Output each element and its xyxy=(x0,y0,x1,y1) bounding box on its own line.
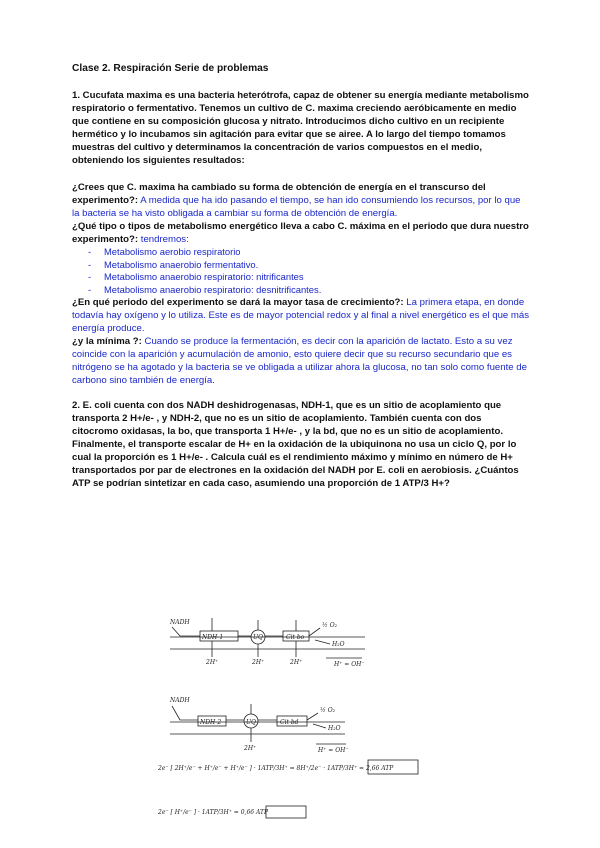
equation-min: 2e⁻ [ H⁺/e⁻ ] · 1ATP/3H⁺ = 0,66 ATP xyxy=(158,809,269,816)
document-page xyxy=(72,62,530,490)
list-item: - Metabolismo anaerobio fermentativo. xyxy=(72,259,530,272)
question-2: ¿Qué tipo o tipos de metabolismo energético lleva a cabo C. máxima en el periodo que dura nuestro experimento?: xyxy=(72,221,529,245)
uq-label: UQ xyxy=(246,719,256,726)
proton-equilibrium-label: H⁺ = OH⁻ xyxy=(334,661,365,668)
answer-2: tendremos: xyxy=(140,234,189,245)
uq-label: UQ xyxy=(253,634,263,641)
list-item: - Metabolismo anaerobio respiratorio: nitrificantes xyxy=(72,271,530,284)
cit-bo-label: Cit bo xyxy=(286,634,305,641)
answer-1: A medida que ha ido pasando el tiempo, se han ido consumiendo los recursos, por lo que la bacteria se ha visto obligada a cambiar su forma de obtención de energía. xyxy=(72,195,521,219)
problem-2-statement: 2. E. coli cuenta con dos NADH deshidrogenasas, NDH-1, que es un sitio de acoplamiento que transporta 2 H+/e- , y NDH-2, que no es un sitio de acoplamiento. También cuenta con dos citocromo oxidasas, la bo, que transporta 1 H+/e- , y la bd, que no es un sitio de acoplamiento. Finalmente, el transporte escalar de H+ en la oxidación de la ubiquinona no usa un ciclo Q, por lo cual la proporción es 1 H+/e- . Calcula cuál es el rendimiento máximo y mínimo en número de H+ transportados por par de electrones en la oxidación del NADH por E. coli en aerobiosis. ¿Cuántos ATP se podrían sintetizar en cada caso, asumiendo una proporción de 1 ATP/3 H+? xyxy=(72,400,519,490)
proton-label: 2H⁺ xyxy=(244,745,257,752)
question-1-block xyxy=(72,181,530,220)
question-2-block xyxy=(72,220,530,246)
question-4: ¿y la mínima ?: xyxy=(72,336,142,348)
arrow xyxy=(309,628,320,636)
metabolism-list xyxy=(72,246,530,296)
proton-label: 2H⁺ xyxy=(252,659,265,666)
problem-1-statement: 1. Cucufata maxima es una bacteria heterótrofa, capaz de obtener su energía mediante metabolismo respiratorio o fermentativo. Tenemos un cultivo de C. maxima creciendo aeróbicamente en medio que contiene en su composición glucosa y nitrato. Introducimos dicho cultivo en un recipiente hermético y lo incubamos sin agitación para evitar que se airee. A lo largo del tiempo tomamos muestras del cultivo y determinamos la concentración de varios compuestos en el medio, obteniendo los siguientes resultados: xyxy=(72,90,529,166)
ndh2-label: NDH-2 xyxy=(200,719,222,726)
question-1: ¿Crees que C. maxima ha cambiado su forma de obtención de energía en el transcurso del experimento?: xyxy=(72,182,486,206)
water-label: H₂O xyxy=(332,641,345,648)
arrow xyxy=(315,640,330,644)
equation-max: 2e⁻ [ 2H⁺/e⁻ + H⁺/e⁻ + H⁺/e⁻ ] · 1ATP/3H⁺ = 8H⁺/2e⁻ · 1ATP/3H⁺ = 2,66 ATP xyxy=(158,765,394,772)
oxygen-label: ½ O₂ xyxy=(320,707,336,714)
question-3-block xyxy=(72,296,530,335)
list-item: - Metabolismo aerobio respiratorio xyxy=(72,246,530,259)
proton-label: 2H⁺ xyxy=(290,659,303,666)
proton-equilibrium-label: H⁺ = OH⁻ xyxy=(318,747,349,754)
result-box xyxy=(266,806,306,818)
answer-4: Cuando se produce la fermentación, es decir con la aparición de lactato. Esto a su vez coincide con la aparición y acumulación de amonio, esto quiere decir que su recurso secundario que es nitrógeno se ha agotado y la bacteria se ve obligada a utilizar ahora la glucosa, no tan solo como fuente de carbono sino también de energía. xyxy=(72,336,527,387)
nadh-label: NADH xyxy=(170,619,190,626)
handwritten-diagram xyxy=(150,600,450,830)
water-label: H₂O xyxy=(328,725,341,732)
nadh-label: NADH xyxy=(170,697,190,704)
arrow xyxy=(313,724,326,728)
question-3: ¿En qué periodo del experimento se dará la mayor tasa de crecimiento?: xyxy=(72,297,404,309)
ndh1-label: NDH-1 xyxy=(202,634,224,641)
answer-3: La primera etapa, en donde todavía hay oxígeno y lo utiliza. Este es de mayor potencial redox y al final a nivel energético es el que más energía produce. xyxy=(72,297,530,335)
arrow xyxy=(172,627,200,636)
document-title: Clase 2. Respiración Serie de problemas xyxy=(72,63,269,74)
proton-label: 2H⁺ xyxy=(206,659,219,666)
oxygen-label: ½ O₂ xyxy=(322,622,338,629)
arrow xyxy=(307,713,318,720)
cit-bd-label: Cit bd xyxy=(280,719,299,726)
arrow xyxy=(172,706,198,720)
list-item: - Metabolismo anaerobio respiratorio: desnitrificantes. xyxy=(72,284,530,297)
question-4-block xyxy=(72,335,530,387)
